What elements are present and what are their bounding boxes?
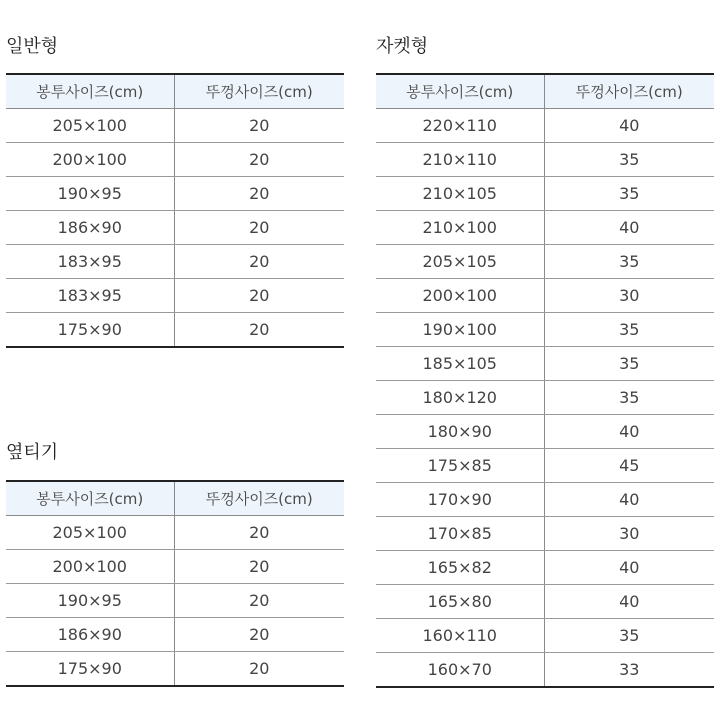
lid-size-cell: 35 (544, 245, 714, 279)
table-row (376, 415, 714, 449)
lid-size-cell: 35 (544, 381, 714, 415)
lid-size-cell: 35 (544, 619, 714, 653)
side-type-title: 옆티기 (6, 442, 59, 463)
table-row (6, 584, 344, 618)
envelope-size-header: 봉투사이즈(cm) (6, 74, 174, 109)
lid-size-cell: 20 (174, 109, 344, 143)
table-row (6, 245, 344, 279)
lid-size-cell: 45 (544, 449, 714, 483)
envelope-size-cell: 190×95 (6, 584, 174, 618)
envelope-size-cell: 210×105 (376, 177, 544, 211)
envelope-size-cell: 170×90 (376, 483, 544, 517)
envelope-size-cell: 205×105 (376, 245, 544, 279)
lid-size-header: 뚜껑사이즈(cm) (174, 74, 344, 109)
lid-size-cell: 20 (174, 143, 344, 177)
envelope-size-cell: 170×85 (376, 517, 544, 551)
lid-size-cell: 30 (544, 279, 714, 313)
table-row (6, 143, 344, 177)
table-row (376, 211, 714, 245)
lid-size-cell: 40 (544, 109, 714, 143)
envelope-size-cell: 190×95 (6, 177, 174, 211)
table-row (376, 143, 714, 177)
envelope-size-cell: 210×110 (376, 143, 544, 177)
table-row (376, 551, 714, 585)
lid-size-cell: 20 (174, 516, 344, 550)
side-size-table (6, 480, 344, 687)
lid-size-cell: 30 (544, 517, 714, 551)
table-row (376, 245, 714, 279)
table-row (6, 618, 344, 652)
table-row (376, 619, 714, 653)
table-header-row (6, 74, 344, 109)
envelope-size-cell: 190×100 (376, 313, 544, 347)
lid-size-cell: 20 (174, 211, 344, 245)
lid-size-cell: 20 (174, 245, 344, 279)
envelope-size-cell: 175×85 (376, 449, 544, 483)
envelope-size-cell: 205×100 (6, 109, 174, 143)
envelope-size-cell: 205×100 (6, 516, 174, 550)
general-type-title: 일반형 (6, 36, 59, 57)
envelope-size-cell: 183×95 (6, 279, 174, 313)
table-row (376, 279, 714, 313)
envelope-size-cell: 186×90 (6, 211, 174, 245)
lid-size-cell: 40 (544, 585, 714, 619)
lid-size-cell: 40 (544, 551, 714, 585)
table-row (376, 381, 714, 415)
table-row (6, 177, 344, 211)
envelope-size-cell: 220×110 (376, 109, 544, 143)
envelope-size-cell: 200×100 (376, 279, 544, 313)
table-row (6, 279, 344, 313)
envelope-size-header: 봉투사이즈(cm) (6, 481, 174, 516)
lid-size-cell: 33 (544, 653, 714, 688)
lid-size-cell: 20 (174, 177, 344, 211)
lid-size-cell: 35 (544, 143, 714, 177)
table-row (6, 211, 344, 245)
table-header-row (6, 481, 344, 516)
lid-size-cell: 35 (544, 177, 714, 211)
lid-size-cell: 20 (174, 279, 344, 313)
envelope-size-cell: 200×100 (6, 143, 174, 177)
table-row (376, 517, 714, 551)
envelope-size-cell: 160×110 (376, 619, 544, 653)
envelope-size-cell: 180×120 (376, 381, 544, 415)
table-row (376, 449, 714, 483)
table-row (376, 653, 714, 688)
envelope-size-cell: 165×80 (376, 585, 544, 619)
table-row (6, 652, 344, 687)
table-header-row (376, 74, 714, 109)
envelope-size-cell: 200×100 (6, 550, 174, 584)
envelope-size-header: 봉투사이즈(cm) (376, 74, 544, 109)
lid-size-cell: 40 (544, 211, 714, 245)
table-row (376, 177, 714, 211)
envelope-size-cell: 180×90 (376, 415, 544, 449)
lid-size-cell: 35 (544, 347, 714, 381)
envelope-size-cell: 175×90 (6, 652, 174, 687)
table-row (376, 483, 714, 517)
table-row (376, 347, 714, 381)
envelope-size-cell: 183×95 (6, 245, 174, 279)
lid-size-cell: 20 (174, 313, 344, 348)
table-row (376, 585, 714, 619)
table-row (376, 313, 714, 347)
table-row (6, 109, 344, 143)
lid-size-cell: 20 (174, 618, 344, 652)
lid-size-cell: 40 (544, 415, 714, 449)
envelope-size-cell: 165×82 (376, 551, 544, 585)
jacket-type-title: 자켓형 (376, 36, 429, 57)
envelope-size-cell: 186×90 (6, 618, 174, 652)
table-row (6, 550, 344, 584)
lid-size-cell: 20 (174, 584, 344, 618)
table-row (376, 109, 714, 143)
table-row (6, 313, 344, 348)
envelope-size-cell: 160×70 (376, 653, 544, 688)
table-row (6, 516, 344, 550)
jacket-size-table (376, 73, 714, 688)
lid-size-header: 뚜껑사이즈(cm) (544, 74, 714, 109)
lid-size-cell: 40 (544, 483, 714, 517)
envelope-size-cell: 210×100 (376, 211, 544, 245)
lid-size-cell: 20 (174, 550, 344, 584)
lid-size-header: 뚜껑사이즈(cm) (174, 481, 344, 516)
lid-size-cell: 20 (174, 652, 344, 687)
envelope-size-cell: 185×105 (376, 347, 544, 381)
general-size-table (6, 73, 344, 348)
envelope-size-cell: 175×90 (6, 313, 174, 348)
lid-size-cell: 35 (544, 313, 714, 347)
